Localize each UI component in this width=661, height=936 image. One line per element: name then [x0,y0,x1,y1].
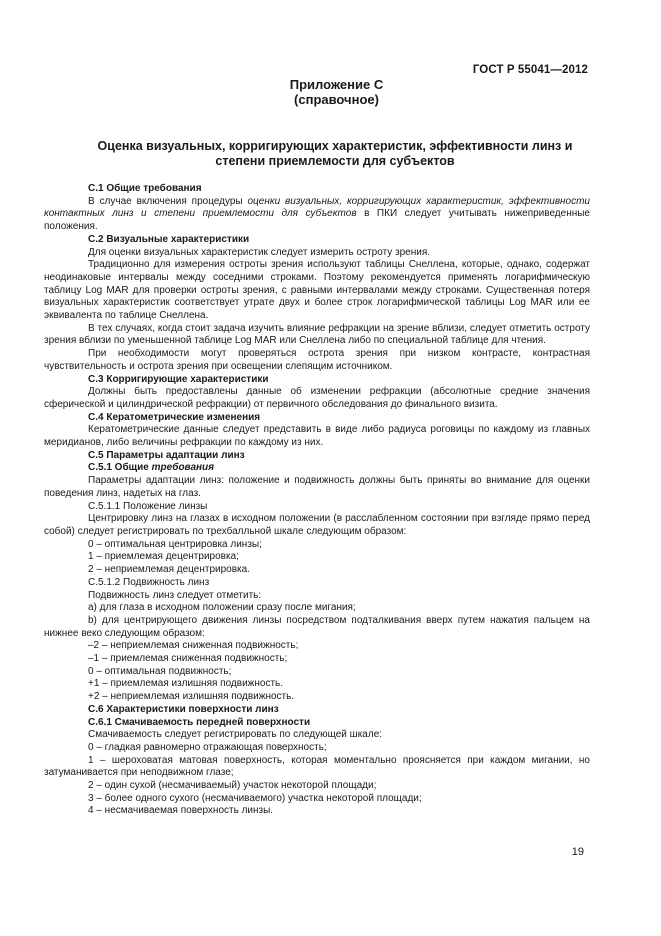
list-item: +1 – приемлемая излишняя подвижность. [88,678,284,690]
subsection-heading: С.6.1 Смачиваемость передней поверхности [88,716,311,728]
list-item: 0 – гладкая равномерно отражающая поверхность; [88,741,327,753]
paragraph: Смачиваемость следует регистрировать по следующей шкале: [88,729,383,741]
paragraph: При необходимости могут проверяться острота зрения при низком контрасте, контрастная чувствительность и острота зрения при освещении слепящим источником. [44,348,590,372]
title-line-1: Оценка визуальных, корригирующих характеристик, эффективности линз и [97,139,573,153]
clause-heading: С.5.1.2 Подвижность линз [88,576,210,588]
list-item: 2 – неприемлемая децентрировка. [88,564,250,576]
list-item: b) для центрирующего движения линзы посредством подталкивания вверх путем нажатия пальцем на нижнее веко следующим образом: [44,614,590,639]
text-run: в ПКИ следует учитывать нижеприведенные положения. [44,208,590,233]
list-item: 0 – оптимальная центрировка линзы; [88,538,262,550]
paragraph: Центрировку линз на глазах в исходном положении (в расслабленном состоянии при взгляде прямо перед собой) следует регистрировать по трехбалльной шкале следующим образом: [44,513,590,537]
appendix-subtitle: (справочное) [294,92,379,107]
list-item: а) для глаза в исходном положении сразу после мигания; [88,602,356,614]
paragraph: Должны быть предоставлены данные об изменении рефракции (абсолютные средние значения сферической и цилиндрической рефракции) от первичного обследования до финального визита. [44,386,590,410]
text-run: В случае включения процедуры [88,195,248,207]
emphasis-text: оценки визуальных, корригирующих характеристик, эффективности контактных линз и степени приемлемости для субъектов [44,195,590,220]
section-heading: С.3 Корригирующие характеристики [88,373,269,385]
page-number: 19 [571,846,584,858]
section-heading: С.4 Кератометрические изменения [88,411,261,423]
list-item: 4 – несмачиваемая поверхность линзы. [88,805,274,817]
list-item: 3 – более одного сухого (несмачиваемого) участка некоторой площади; [88,792,422,804]
section-heading: С.5 Параметры адаптации линз [88,449,245,461]
text-run: С.5.1 Общие [88,462,152,474]
paragraph: Для оценки визуальных характеристик следует измерить остроту зрения. [88,246,431,258]
list-item: +2 – неприемлемая излишняя подвижность. [88,691,295,703]
paragraph [44,196,590,234]
section-heading: С.2 Визуальные характеристики [88,233,250,245]
document-title [40,139,630,169]
appendix-title: Приложение С [289,77,384,92]
list-item: 0 – оптимальная подвижность; [88,665,232,677]
list-item: 2 – один сухой (несмачиваемый) участок некоторой площади; [88,780,377,792]
section-heading: С.6 Характеристики поверхности линз [88,703,279,715]
emphasis-text: требования [151,462,215,474]
list-item: 1 – приемлемая децентрировка; [88,551,239,563]
subsection-heading [44,462,590,475]
list-item: –1 – приемлемая сниженная подвижность; [88,653,288,665]
list-item: –2 – неприемлемая сниженная подвижность; [88,640,299,652]
appendix-heading [0,77,661,107]
clause-heading: С.5.1.1 Положение линзы [88,500,208,512]
section-heading: С.1 Общие требования [88,183,202,194]
title-line-2: степени приемлемости для субъектов [215,154,455,168]
document-body [44,183,590,818]
paragraph: Подвижность линз следует отметить: [88,589,262,601]
paragraph: Параметры адаптации линз: положение и подвижность должны быть приняты во внимание для оценки поведения линз, надетых на глаз. [44,475,590,499]
paragraph: Традиционно для измерения остроты зрения используют таблицы Снеллена, которые, однако, содержат неодинаковые интервалы между соседними строками. Поэтому рекомендуется применять логарифмическую таблицу Log MAR для проверки остроты зрения, с равными интервалами между строками. Существенная потеря визуальных характеристик соответствует утрате двух и более строк логарифмической таблицы Log MAR или ее эквивалента по таблице Снеллена. [44,259,590,322]
paragraph: В тех случаях, когда стоит задача изучить влияние рефракции на зрение вблизи, следует отметить остроту зрения вблизи по уменьшенной таблице Log MAR или Снеллена либо по специальной таблице для чтения. [44,322,590,347]
list-item: 1 – шероховатая матовая поверхность, которая моментально проясняется при каждом мигании, но затуманивается при неподвижном глазе; [44,754,590,779]
paragraph: Кератометрические данные следует представить в виде либо радиуса роговицы по каждому из главных меридианов, либо величины рефракции по каждому из них. [44,424,590,449]
standard-number: ГОСТ Р 55041—2012 [472,64,588,76]
